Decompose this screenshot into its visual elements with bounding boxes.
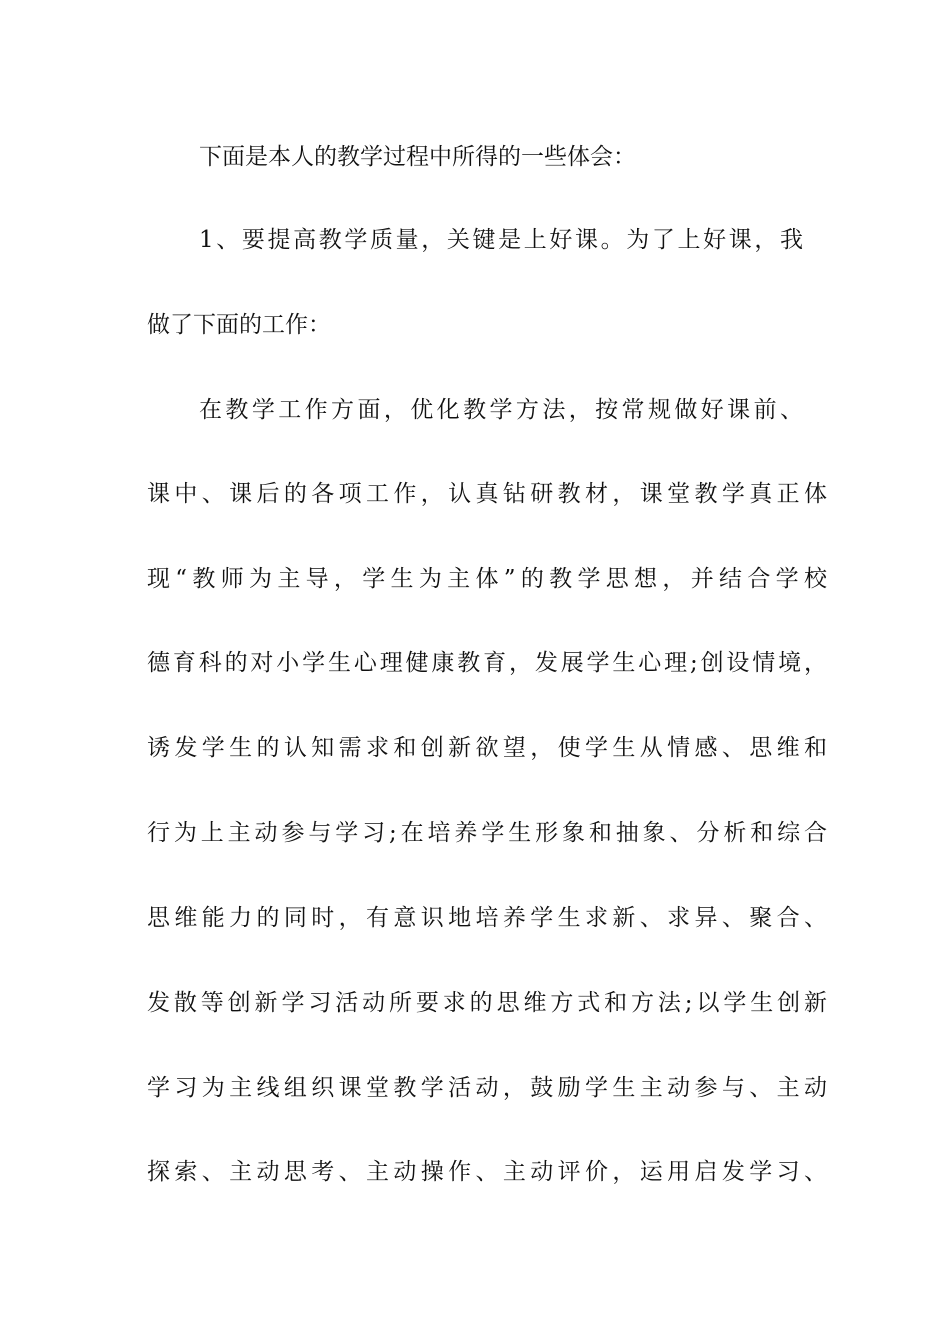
paragraph-1-line-2: 做了下面的工作： bbox=[147, 312, 331, 338]
paragraph-2-line-9: 学习为主线组织课堂教学活动，鼓励学生主动参与、主动 bbox=[147, 1075, 827, 1101]
paragraph-intro: 下面是本人的教学过程中所得的一些体会： bbox=[199, 144, 636, 170]
paragraph-2-line-7: 思维能力的同时，有意识地培养学生求新、求异、聚合、 bbox=[147, 905, 827, 931]
paragraph-2-line-4: 德育科的对小学生心理健康教育，发展学生心理;创设情境， bbox=[147, 650, 827, 676]
paragraph-2-line-10: 探索、主动思考、主动操作、主动评价，运用启发学习、 bbox=[147, 1159, 827, 1185]
paragraph-2-line-2: 课中、课后的各项工作，认真钻研教材，课堂教学真正体 bbox=[147, 481, 827, 507]
paragraph-2-line-6: 行为上主动参与学习;在培养学生形象和抽象、分析和综合 bbox=[147, 820, 827, 846]
paragraph-2-line-3: 现“教师为主导，学生为主体”的教学思想，并结合学校 bbox=[147, 566, 827, 592]
paragraph-2-line-5: 诱发学生的认知需求和创新欲望，使学生从情感、思维和 bbox=[147, 735, 827, 761]
paragraph-1-line-1: 1、要提高教学质量，关键是上好课。为了上好课，我 bbox=[199, 227, 803, 253]
paragraph-2-line-8: 发散等创新学习活动所要求的思维方式和方法;以学生创新 bbox=[147, 990, 827, 1016]
paragraph-2-line-1: 在教学工作方面，优化教学方法，按常规做好课前、 bbox=[199, 397, 803, 423]
